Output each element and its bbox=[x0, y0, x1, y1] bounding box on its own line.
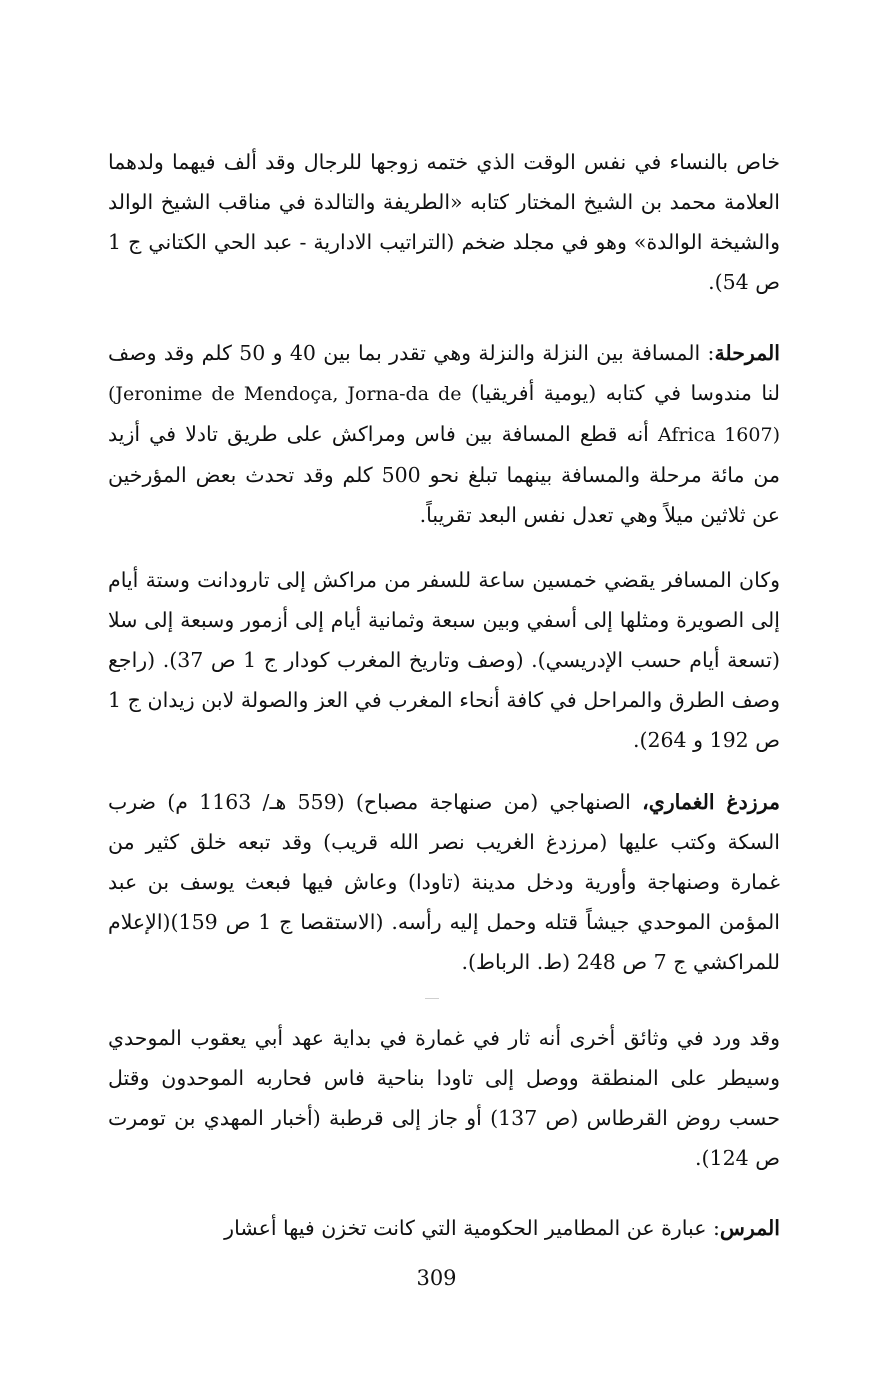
paragraph-almarhala bbox=[108, 333, 780, 535]
latin-citation: (Jeronime de Mendoça, Jorna-da de Africa 1607) bbox=[108, 383, 780, 446]
term-heading: المرس bbox=[719, 1216, 780, 1240]
paragraph-other-documents bbox=[108, 1018, 780, 1178]
paragraph-text: خاص بالنساء في نفس الوقت الذي ختمه زوجها للرجال وقد ألف فيهما ولدهما العلامة محمد بن الشيخ المختار كتابه «الطريفة والتالدة في مناقب الشيخ الوالد والشيخة الوالدة» وهو في مجلد ضخم (التراتيب الادارية - عبد الحي الكتاني ج 1 ص 54). bbox=[108, 150, 780, 294]
divider-mark bbox=[425, 998, 439, 999]
paragraph-text: وقد ورد في وثائق أخرى أنه ثار في غمارة في بداية عهد أبي يعقوب الموحدي وسيطر على المنطقة ووصل إلى تاودا بناحية فاس فحاربه الموحدون وقتل حسب روض القرطاس (ص 137) أو جاز إلى قرطبة (أخبار المهدي بن تومرت ص 124). bbox=[108, 1026, 780, 1170]
paragraph-text bbox=[108, 333, 780, 535]
paragraph-text-part: أنه قطع المسافة بين فاس ومراكش على طريق تادلا في أزيد من مائة مرحلة والمسافة بينهما تبلغ نحو 500 كلم وقد تحدث بعض المؤرخين عن ثلاثين ميلاً وهي تعدل نفس البعد تقريباً. bbox=[108, 422, 781, 527]
paragraph-marzadagh bbox=[108, 782, 780, 982]
page-number: 309 bbox=[416, 1266, 457, 1290]
paragraph-text-part: الصنهاجي (من صنهاجة مصباح) (559 هـ/ 1163 م) ضرب السكة وكتب عليها (مرزدغ الغريب نصر الله قريب) وقد تبعه خلق كثير من غمارة وصنهاجة وأورية ودخل مدينة (تاودا) وعاش فيها فبعث يوسف بن عبد المؤمن الموحدي جيشاً قتله وحمل إليه رأسه. (الاستقصا ج 1 ص 159)(الإعلام للمراكشي ج 7 ص 248 (ط. الرباط). bbox=[108, 790, 780, 974]
paragraph-text-part: : عبارة عن المطامير الحكومية التي كانت تخزن فيها أعشار bbox=[224, 1216, 720, 1240]
paragraph-text bbox=[108, 782, 780, 982]
term-heading: مرزدغ الغماري، bbox=[642, 790, 780, 814]
term-heading: المرحلة bbox=[714, 341, 780, 365]
paragraph-almars bbox=[108, 1208, 780, 1248]
paragraph-travel-times bbox=[108, 560, 780, 760]
paragraph-text: وكان المسافر يقضي خمسين ساعة للسفر من مراكش إلى تارودانت وستة أيام إلى الصويرة ومثلها إلى أسفي وبين سبعة وثمانية أيام إلى أزمور وسبعة إلى سلا (تسعة أيام حسب الإدريسي). (وصف وتاريخ المغرب كودار ج 1 ص 37). (راجع وصف الطرق والمراحل في كافة أنحاء المغرب في العز والصولة لابن زيدان ج 1 ص 192 و 264). bbox=[108, 568, 780, 752]
paragraph-women-school bbox=[108, 142, 780, 302]
paragraph-text bbox=[108, 1208, 780, 1248]
paragraph-text-part: : المسافة بين النزلة والنزلة وهي تقدر بما بين 40 و 50 كلم وقد وصف لنا مندوسا في كتابه (يومية أفريقيا) bbox=[108, 341, 780, 405]
